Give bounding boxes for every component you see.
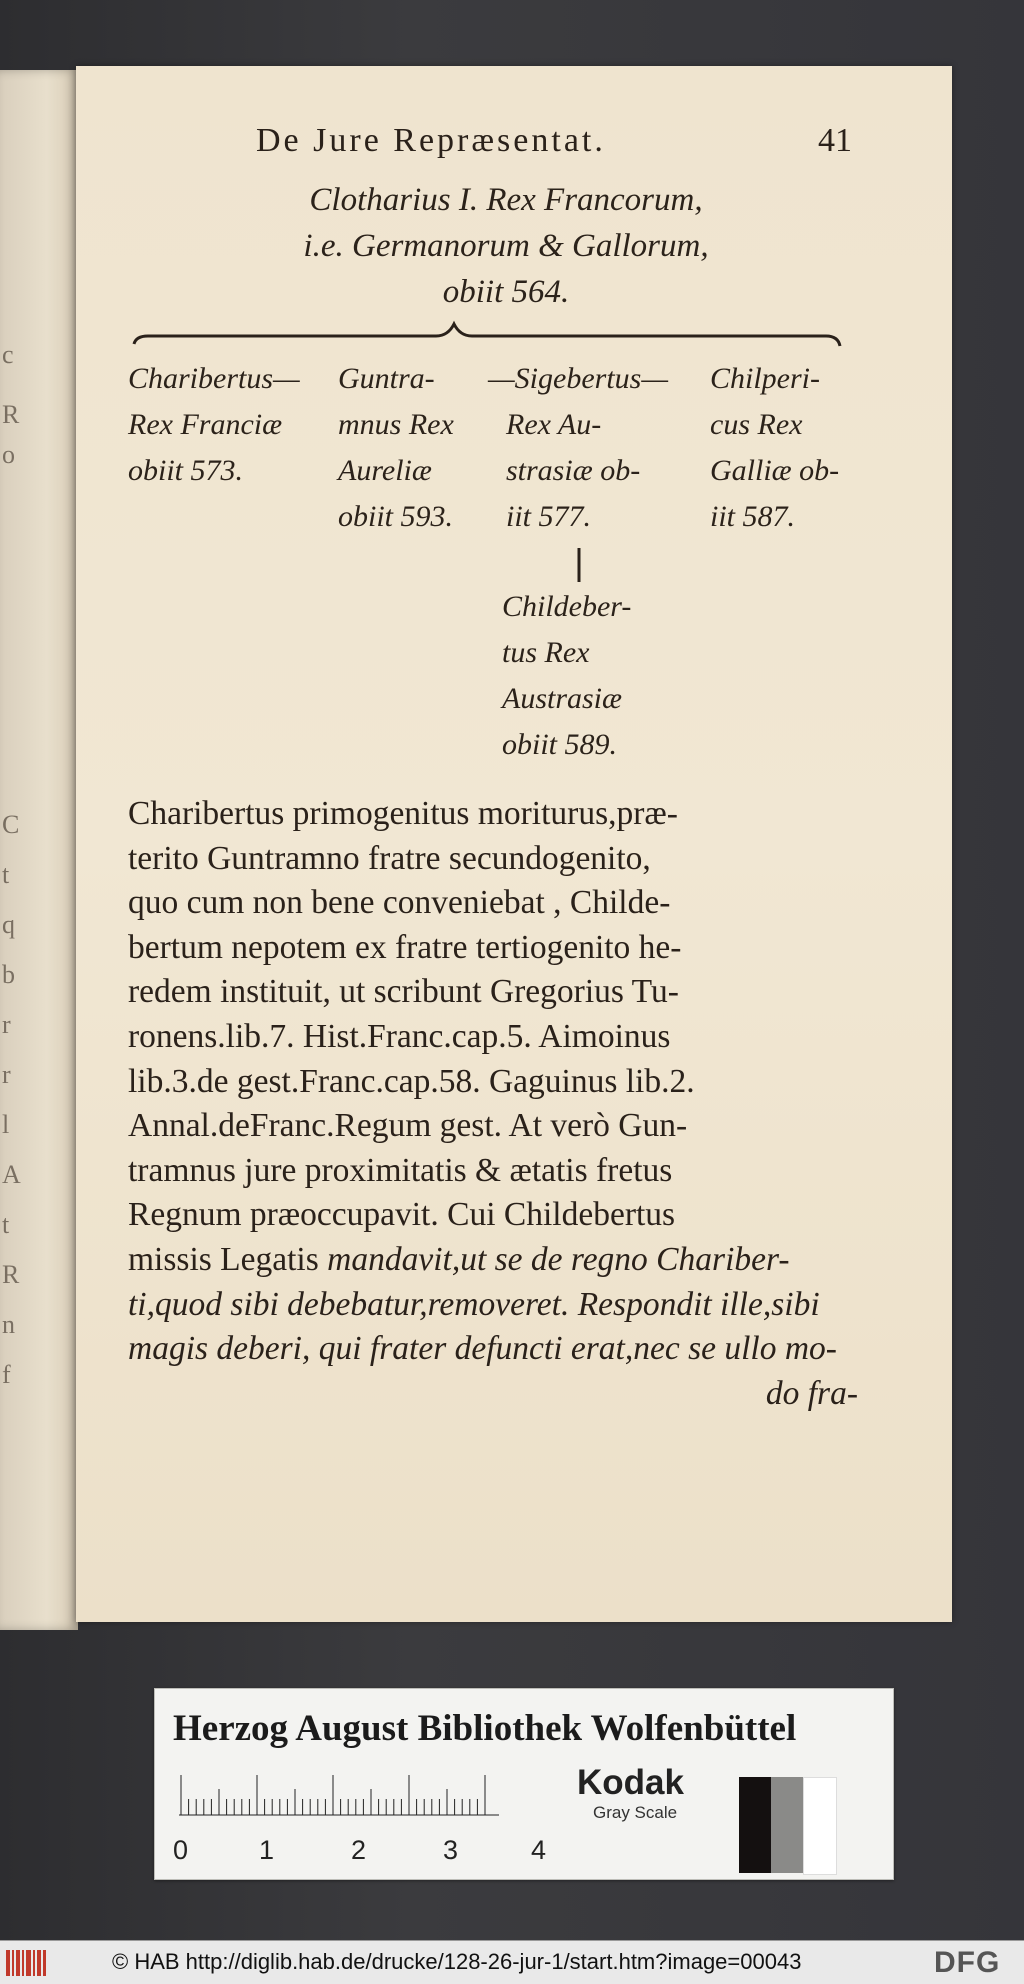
facing-page-edge: [0, 70, 78, 1630]
footer-bar: [0, 1940, 1024, 1984]
body-line: Regnum præoccupavit. Cui Childebertus: [128, 1196, 676, 1234]
genealogy-root-line-3: obiit 564.: [442, 274, 570, 310]
catchword: do fra-: [765, 1374, 858, 1412]
barcode-logo-icon: [6, 1950, 48, 1976]
genealogy-child-charibertus: Charibertus— Rex Franciæ obiit 573.: [128, 362, 300, 487]
dfg-logo: DFG: [934, 1946, 1001, 1979]
page-number: 41: [818, 122, 852, 159]
genealogy-root-line-2: i.e. Germanorum & Gallorum,: [303, 228, 709, 264]
genealogy-root-line-1: Clotharius I. Rex Francorum,: [309, 182, 703, 218]
book-page: [76, 66, 952, 1622]
ruler-label: 2: [351, 1835, 367, 1865]
body-line: lib.3.de gest.Franc.cap.58. Gaguinus lib.2.: [128, 1062, 695, 1100]
ruler-label: 3: [443, 1835, 459, 1865]
ruler-label: 4: [531, 1835, 547, 1865]
gray-swatch-black: [739, 1777, 771, 1873]
body-line-italic: magis deberi, qui frater defuncti erat,nec se ullo mo-: [128, 1330, 837, 1368]
running-head: De Jure Repræsentat.: [256, 122, 606, 159]
body-line: quo cum non bene conveniebat , Childe-: [128, 884, 671, 922]
gray-swatch-white: [803, 1777, 837, 1875]
gray-swatch-mid: [771, 1777, 803, 1873]
body-line: tramnus jure proximitatis & ætatis fretus: [128, 1151, 673, 1189]
body-line: ronens.lib.7. Hist.Franc.cap.5. Aimoinus: [128, 1017, 671, 1055]
genealogy-child-sigebertus: —Sigebertus— Rex Au- strasiæ ob- iit 577.: [488, 362, 668, 533]
body-line: redem instituit, ut scribunt Gregorius Tu-: [128, 973, 679, 1011]
body-line-mixed: missis Legatis mandavit,ut se de regno Chariber-: [128, 1240, 790, 1278]
body-line: Annal.deFranc.Regum gest. At verò Gun-: [128, 1107, 688, 1145]
library-name: Herzog August Bibliothek Wolfenbüttel: [173, 1708, 797, 1749]
facing-page-bleed: c R o C t q b r r l A t R n f: [2, 340, 21, 1389]
body-line: terito Guntramno fratre secundogenito,: [128, 839, 651, 877]
color-calibration-card: [154, 1688, 894, 1880]
gray-scale-label: Gray Scale: [593, 1803, 678, 1822]
scale-ruler: [179, 1775, 499, 1819]
genealogy-child-chilpericus: Chilperi- cus Rex Galliæ ob- iit 587.: [710, 362, 840, 533]
body-line: bertum nepotem ex fratre tertiogenito he-: [128, 928, 682, 966]
genealogy-child-guntramnus: Guntra- mnus Rex Aureliæ obiit 593.: [338, 362, 454, 533]
footer-source-link[interactable]: © HAB http://diglib.hab.de/drucke/128-26-jur-1/start.htm?image=00043: [112, 1949, 802, 1974]
body-text: [128, 792, 858, 1416]
kodak-logo: Kodak: [577, 1763, 684, 1802]
body-line: Charibertus primogenitus moriturus,præ-: [128, 795, 678, 832]
ruler-label: 0: [173, 1835, 189, 1865]
ruler-label: 1: [259, 1835, 275, 1865]
body-line-italic: ti,quod sibi debebatur,removeret. Respondit ille,sibi: [128, 1285, 820, 1323]
genealogy-grandchild-childebertus: Childeber- tus Rex Austrasiæ obiit 589.: [502, 590, 632, 761]
